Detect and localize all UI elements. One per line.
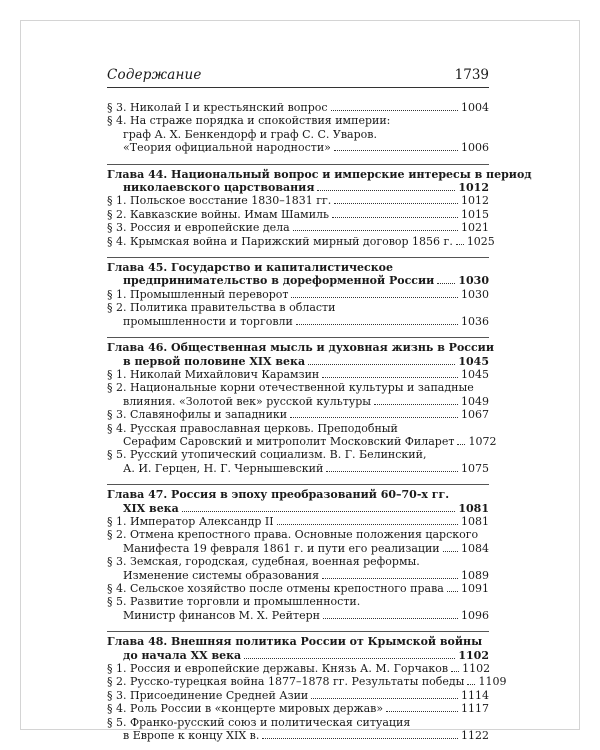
dot-leader	[334, 150, 458, 151]
toc-entry-text: § 5. Русский утопический социализм. В. Г. Белинский,	[107, 448, 427, 462]
toc-entry-text: Министр финансов М. Х. Рейтерн	[123, 608, 320, 622]
toc-entry-text: § 3. Николай I и крестьянский вопрос	[107, 101, 328, 114]
chapter-section	[107, 164, 532, 248]
toc-entry-line	[107, 675, 507, 689]
toc-entry-line	[107, 716, 489, 729]
toc-entry	[107, 421, 497, 449]
toc-entry-text: § 3. Земская, городская, судебная, военная реформы.	[107, 555, 420, 569]
toc-entry-line	[107, 128, 489, 141]
chapter-heading	[107, 488, 489, 515]
chapter-section	[107, 631, 507, 743]
chapter-heading	[107, 341, 494, 368]
toc-entry-line	[107, 395, 489, 408]
toc-entry-text: § 3. Россия и европейские дела	[107, 221, 290, 235]
chapter-title-line	[107, 167, 532, 181]
toc-entry-text: Манифеста 19 февраля 1861 г. и пути его реализации	[123, 541, 440, 555]
toc-entry-line	[107, 194, 489, 207]
toc-entry-text: промышленности и торговли	[123, 314, 293, 328]
chapter-title-text: XIX века	[123, 501, 179, 515]
toc-page-number: 1075	[461, 461, 489, 475]
toc-entry-text: § 1. Россия и европейские державы. Князь А. М. Горчаков	[107, 662, 449, 676]
toc-page-number: 1081	[458, 501, 489, 515]
dot-leader	[277, 524, 458, 525]
toc-entry-line	[107, 542, 489, 555]
toc-entry-text: § 4. Роль России в «концерте мировых держав»	[107, 702, 384, 716]
toc-entry	[107, 234, 495, 248]
dot-leader	[447, 591, 458, 592]
toc-entry	[107, 408, 489, 421]
dot-leader	[262, 738, 458, 739]
toc-entry-line	[107, 301, 489, 314]
chapter-title-line	[107, 181, 489, 194]
toc-entry	[107, 528, 489, 555]
toc-entry	[107, 208, 489, 221]
toc-entry	[107, 595, 489, 622]
toc-entry-text: А. И. Герцен, Н. Г. Чернышевский	[123, 461, 324, 475]
toc-page-number: 1072	[468, 434, 497, 448]
toc-page-number: 1006	[461, 141, 489, 155]
dot-leader	[322, 578, 458, 579]
chapter-heading	[107, 167, 532, 195]
page-number: 1739	[454, 67, 489, 83]
dot-leader	[244, 658, 455, 659]
toc-continued-section	[107, 101, 489, 155]
chapter-title-text: до начала XX века	[123, 648, 242, 662]
toc-entry-line	[107, 609, 489, 622]
dot-leader	[334, 203, 458, 204]
toc-entry	[107, 716, 489, 743]
chapter-title-text: Глава 46. Общественная мысль и духовная жизнь в России	[107, 341, 494, 355]
toc-entry-line	[107, 234, 495, 248]
chapter-title-line	[107, 355, 489, 368]
dot-leader	[308, 364, 455, 365]
dot-leader	[386, 711, 458, 712]
chapter-title-line	[107, 261, 489, 274]
chapter-title-text: в первой половине XIX века	[123, 354, 306, 368]
chapter-title-line	[107, 488, 489, 501]
chapter-title-text: Глава 47. Россия в эпоху преобразований 60–70-х гг.	[107, 488, 450, 502]
chapter-divider	[107, 484, 489, 485]
toc-entry-text: § 1. Промышленный переворот	[107, 287, 289, 301]
toc-entry-line	[107, 515, 489, 528]
toc-entry-line	[107, 595, 489, 608]
toc-entry-text: в Европе к концу XIX в.	[123, 729, 260, 743]
toc-page-number: 1030	[458, 274, 489, 288]
chapter-title-text: николаевского царствования	[123, 181, 315, 195]
chapter-section	[107, 257, 489, 328]
dot-leader	[296, 324, 458, 325]
chapter-title-line	[107, 341, 494, 355]
table-of-contents	[107, 101, 532, 743]
toc-entry-text: «Теория официальной народности»	[123, 141, 331, 155]
toc-page-number: 1045	[461, 367, 489, 381]
running-head	[107, 67, 489, 89]
toc-entry	[107, 662, 489, 675]
toc-entry	[107, 194, 489, 207]
toc-entry	[107, 221, 489, 234]
toc-entry-line	[107, 315, 489, 328]
toc-entry	[107, 515, 489, 528]
toc-entry-line	[107, 101, 489, 114]
toc-entry-text: § 1. Николай Михайлович Карамзин	[107, 367, 320, 381]
toc-entry-text: Изменение системы образования	[123, 568, 320, 582]
dot-leader	[293, 230, 458, 231]
dot-leader	[467, 684, 475, 685]
toc-entry-text: § 1. Император Александр II	[107, 514, 274, 528]
toc-page-number: 1067	[461, 408, 489, 422]
header-rule	[107, 87, 489, 88]
toc-entry	[107, 368, 489, 381]
dot-leader	[290, 417, 458, 418]
toc-entry	[107, 675, 507, 689]
toc-page-number: 1096	[461, 608, 489, 622]
dot-leader	[332, 217, 458, 218]
toc-entry-line	[107, 288, 489, 301]
chapter-title-line	[107, 649, 489, 662]
toc-entry	[107, 381, 489, 408]
chapter-divider	[107, 631, 489, 632]
toc-entry-text: § 1. Польское восстание 1830–1831 гг.	[107, 194, 332, 208]
toc-entry-line	[107, 582, 489, 595]
toc-entry-text: § 2. Отмена крепостного права. Основные положения царского	[107, 528, 479, 542]
dot-leader	[326, 471, 458, 472]
dot-leader	[311, 698, 458, 699]
toc-entry	[107, 114, 489, 154]
chapter-section	[107, 484, 489, 622]
toc-entry-line	[107, 528, 489, 541]
toc-entry-line	[107, 555, 489, 568]
toc-entry	[107, 101, 489, 114]
dot-leader	[437, 283, 455, 284]
dot-leader	[456, 244, 464, 245]
toc-entry-line	[107, 141, 489, 154]
toc-page-number: 1021	[461, 221, 489, 235]
dot-leader	[451, 671, 459, 672]
toc-entry	[107, 582, 489, 595]
toc-page-number: 1084	[461, 541, 489, 555]
toc-entry	[107, 301, 489, 328]
toc-page-number: 1081	[461, 514, 489, 528]
toc-page-number: 1045	[458, 354, 489, 368]
toc-page-number: 1012	[458, 181, 489, 195]
toc-page-number: 1091	[461, 582, 489, 595]
chapter-title-text: Глава 48. Внешняя политика России от Крымской войны	[107, 635, 483, 649]
toc-page-number: 1089	[461, 568, 489, 582]
toc-entry-line	[107, 434, 497, 448]
toc-page-number: 1049	[461, 394, 489, 408]
toc-entry	[107, 689, 489, 702]
toc-entry-text: Серафим Саровский и митрополит Московский Филарет	[123, 434, 455, 448]
chapter-divider	[107, 337, 489, 338]
dot-leader	[182, 511, 456, 512]
chapter-title-text: Глава 44. Национальный вопрос и имперские интересы в период	[107, 167, 532, 181]
chapter-heading	[107, 635, 489, 662]
toc-entry-text: § 2. Национальные корни отечественной культуры и западные	[107, 381, 474, 395]
toc-entry-line	[107, 368, 489, 381]
toc-page-number: 1025	[466, 234, 495, 248]
toc-entry-line	[107, 208, 489, 221]
toc-entry-text: граф А. Х. Бенкендорф и граф С. С. Уваров.	[123, 127, 377, 141]
chapter-title-line	[107, 635, 489, 648]
dot-leader	[331, 110, 458, 111]
toc-entry-text: § 3. Славянофилы и западники	[107, 408, 288, 422]
toc-page-number: 1015	[461, 207, 489, 221]
toc-entry-text: § 4. Крымская война и Парижский мирный договор 1856 г.	[107, 234, 453, 248]
dot-leader	[323, 618, 458, 619]
toc-entry	[107, 448, 489, 475]
toc-page-number: 1117	[461, 702, 489, 716]
toc-entry-line	[107, 689, 489, 702]
toc-entry	[107, 555, 489, 582]
toc-entry	[107, 288, 489, 301]
chapter-divider	[107, 164, 489, 165]
dot-leader	[317, 190, 455, 191]
toc-entry-text: § 3. Присоединение Средней Азии	[107, 688, 309, 702]
chapter-title-text: Глава 45. Государство и капиталистическое	[107, 261, 394, 275]
toc-entry-text: § 4. Сельское хозяйство после отмены крепостного права	[107, 582, 444, 595]
toc-page-number: 1004	[461, 101, 489, 114]
toc-page-number: 1036	[461, 314, 489, 328]
chapter-section	[107, 337, 497, 475]
running-title: Содержание	[107, 67, 202, 83]
toc-entry-line	[107, 422, 489, 435]
toc-entry	[107, 702, 489, 715]
toc-entry-text: § 2. Кавказские войны. Имам Шамиль	[107, 207, 330, 221]
toc-entry-text: § 5. Развитие торговли и промышленности.	[107, 595, 361, 609]
toc-entry-line	[107, 448, 489, 461]
toc-entry-text: § 5. Франко-русский союз и политическая ситуация	[107, 715, 411, 729]
toc-entry-text: § 4. Русская православная церковь. Преподобный	[107, 421, 398, 435]
toc-entry-line	[107, 662, 489, 675]
chapter-heading	[107, 261, 489, 288]
toc-entry-line	[107, 462, 489, 475]
toc-entry-text: влияния. «Золотой век» русской культуры	[123, 394, 372, 408]
toc-page-number: 1102	[462, 662, 491, 676]
toc-entry-line	[107, 569, 489, 582]
chapter-title-line	[107, 274, 489, 287]
toc-entry-line	[107, 408, 489, 421]
toc-page-number: 1030	[461, 287, 489, 301]
toc-entry-text: § 4. На страже порядка и спокойствия империи:	[107, 114, 391, 128]
toc-entry-line	[107, 221, 489, 234]
dot-leader	[374, 404, 458, 405]
toc-page-number: 1012	[461, 194, 489, 208]
dot-leader	[443, 551, 458, 552]
toc-entry-text: § 2. Политика правительства в области	[107, 301, 336, 315]
toc-page-number: 1102	[458, 648, 489, 662]
toc-entry-line	[107, 702, 489, 715]
toc-entry-text: § 2. Русско-турецкая война 1877–1878 гг. Результаты победы	[107, 675, 465, 689]
chapter-divider	[107, 257, 489, 258]
chapter-title-text: предпринимательство в дореформенной России	[123, 274, 435, 288]
toc-entry-line	[107, 729, 489, 742]
toc-entry-line	[107, 381, 489, 394]
toc-page-number: 1114	[461, 688, 489, 702]
toc-entry-line	[107, 114, 489, 127]
dot-leader	[291, 297, 458, 298]
dot-leader	[457, 444, 465, 445]
chapter-title-line	[107, 502, 489, 515]
toc-page-number: 1109	[478, 675, 507, 689]
toc-page-number: 1122	[461, 729, 489, 743]
dot-leader	[322, 377, 458, 378]
